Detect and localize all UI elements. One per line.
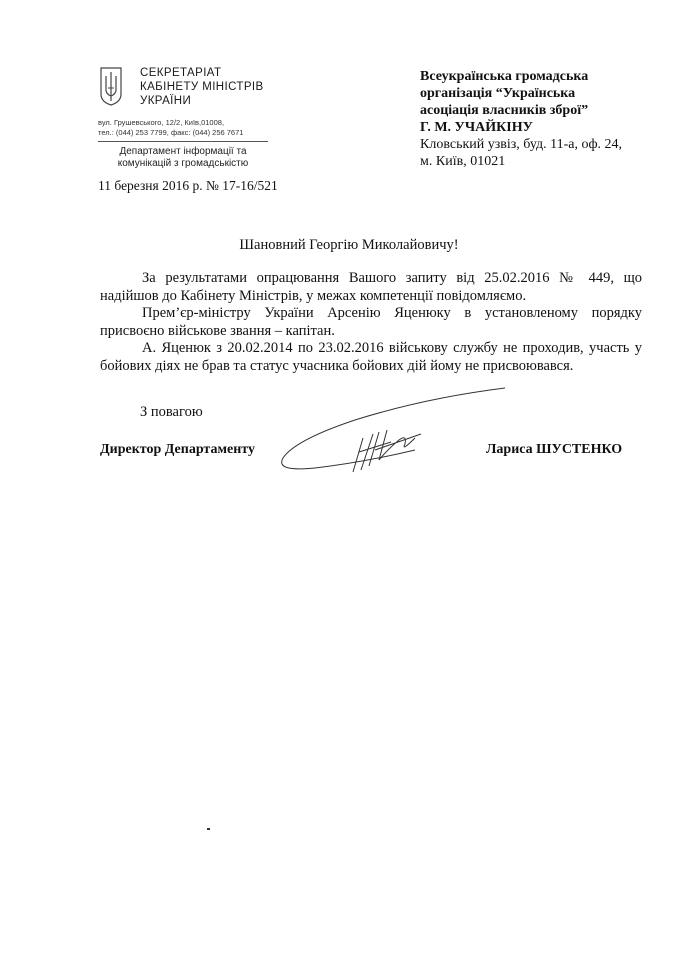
closing: З повагою [140,404,203,420]
sender-organization [140,66,264,108]
letter-body [100,270,642,375]
department-line: Департамент інформації та [119,146,247,157]
recipient-address-line: м. Київ, 01021 [420,154,506,169]
handwritten-signature-icon [275,380,515,480]
sender-address [98,118,243,138]
body-paragraph: За результатами опрацювання Вашого запиту від 25.02.2016 № 449, що надійшов до Кабінету Міністрів, у межах компетенції повідомляємо. [100,270,642,304]
org-line: СЕКРЕТАРІАТ [140,67,222,79]
department-line: комунікацій з громадськістю [117,158,249,169]
address-line: вул. Грушевського, 12/2, Київ,01008, [98,118,225,127]
recipient-line: Всеукраїнська громадська [420,69,589,84]
position-title: Директор Департаменту [100,442,255,457]
recipient-block [420,68,622,170]
trident-coat-of-arms-icon [98,66,124,106]
recipient-name: Г. М. УЧАЙКІНУ [420,120,533,135]
address-line: тел.: (044) 253 7799, факс: (044) 256 7671 [98,128,244,137]
org-line: КАБІНЕТУ МІНІСТРІВ [140,81,264,93]
sender-department [98,146,268,170]
recipient-line: організація “Українська [420,86,576,101]
body-paragraph: А. Яценюк з 20.02.2014 по 23.02.2016 військову службу не проходив, участь у бойових діях не брав та статус учасника бойових дій йому не присвоювався. [100,340,642,374]
divider [98,141,268,142]
org-line: УКРАЇНИ [140,95,192,107]
outgoing-date-number: 11 березня 2016 р. № 17-16/521 [98,178,278,193]
salutation: Шановний Георгію Миколайовичу! [239,237,459,253]
recipient-line: асоціація власників зброї” [420,103,589,118]
recipient-address-line: Кловський узвіз, буд. 11-а, оф. 24, [420,137,623,152]
speck [207,828,210,830]
signer-name: Лариса ШУСТЕНКО [486,442,623,457]
body-paragraph: Прем’єр-міністру України Арсенію Яценюку в установленому порядку присвоєно військове звання – капітан. [100,305,642,339]
